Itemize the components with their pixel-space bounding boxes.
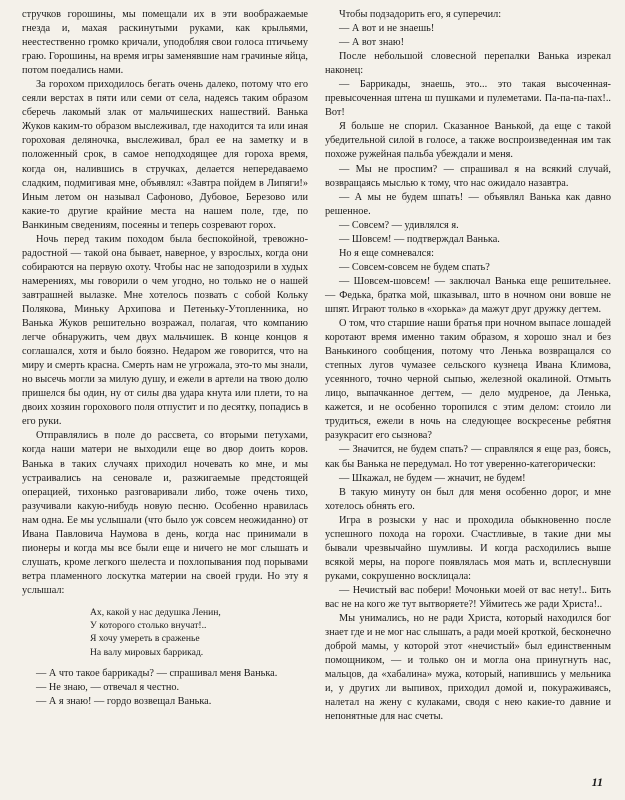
paragraph: Но я еще сомневался:: [339, 247, 434, 259]
dialogue-line: — Мы не проспим? — спрашивал я на всякий случай, возвращаясь мыслью к тому, что нас ожидало назавтра.: [325, 163, 611, 189]
right-column: [325, 8, 611, 724]
paragraph: Игра в розыски у нас и проходила обыкновенно после успешного похода на горохи. Счастливые, в такие дни мы бывали чрезвычайно шумливы. И когда расходились выше всякой меры, на пороге появлялась моя мать и, всплеснувши руками, сокрушенно восклицала:: [325, 514, 611, 582]
paragraph: О том, что старшие наши братья при ночном выпасе лошадей коротают время именно таким образом, я хорошо знал и без Ванькиного сообщения, потому что Ленька возвращался со степных лугов чумазее сельского кузнеца Ивана Климова, усеянного, точно черной сыпью, железной окалиной. Отмыть лицо, выпачканное дегтем, — дело мудреное, да Ленька, кажется, и не особенно торопился с этим делом: стоило ли трудиться, ежели в ночь на следующее воскресенье ребятня разукрасит его сызнова?: [325, 318, 611, 442]
paragraph: За горохом приходилось бегать очень далеко, потому что его сеяли верстах в пяти или семи от села, надеясь таким образом сберечь лакомый злак от мальчишеских нашествий. Ванька Жуков каким-то образом выслеживал, где находится та или иная гороховая деляночка, выслеживал, брал ее на заметку и в положенный срок, в самое неподходящее для гороха время, когда он, налившись в стручках, делается непередаваемо сладким, подмигивая мне, объявлял: «Завтра пойдем в Липяги!» Иным летом он называл Сафоново, Дубовое, Березово или какие-то другие крайние места на нашем поле, где, по Ванкиным сведениям, посеяны и теперь созревают горох.: [22, 79, 308, 231]
verse-line: Я хочу умереть в сраженье: [90, 633, 200, 645]
verse-line: На валу мировых баррикад.: [90, 646, 204, 658]
dialogue-line: — А что такое баррикады? — спрашивал меня Ванька.: [36, 667, 278, 679]
dialogue-line: — Шовсем-шовсем! — заключал Ванька еще решительнее. — Федька, братка мой, шказывал, што в ночном они вовше не шпят. Играют только в «хорька» да мажут друг дружку дегтем.: [325, 275, 611, 315]
dialogue-line: — Баррикады, знаешь, это... это такая высоченная-превысоченная штена ш пушками и пулеметами. Па-па-па-пах!.. Вот!: [325, 79, 611, 119]
dialogue-line: — А вот и не знаешь!: [339, 23, 435, 35]
dialogue-line: — Совсем-совсем не будем спать?: [339, 261, 490, 273]
page-number: 11: [591, 775, 603, 789]
paragraph: В такую минуту он был для меня особенно дорог, и мне хотелось обнять его.: [325, 486, 611, 512]
paragraph: После небольшой словесной перепалки Ванька изрекал наконец:: [325, 51, 611, 77]
dialogue-line: — Шкажал, не будем — жначит, не будем!: [339, 472, 526, 484]
dialogue-line: — А вот знаю!: [339, 37, 405, 49]
dialogue-line: — Шовсем! — подтверждал Ванька.: [339, 233, 500, 245]
dialogue-line: — Нечистый вас побери! Мочоньки моей от вас нету!.. Бить вас не на кого же тут вытворяете?! Уймитесь же ради Христа!..: [325, 584, 611, 610]
paragraph: Чтобы подзадорить его, я суперечил:: [339, 9, 502, 20]
dialogue-line: — Не знаю, — отвечал я честно.: [36, 681, 180, 693]
paragraph: Мы унимались, но не ради Христа, который находился бог знает где и не мог нас слышать, а ради моей кроткой, бесконечно доброй мамы, у которой этот «нечистый» был единственным помощником, — и только он и могла она принугнуть нас, мальцов, да «хабалина» мужа, который, напившись у мельника и, у других ли выпивох, приходил домой и, покураживаясь, налетал на жену с кулаками, сводя с нею какие-то давние и непонятные для нас счеты.: [325, 613, 611, 723]
paragraph: Я больше не спорил. Сказанное Ванькой, да еще с такой убедительной силой в голосе, а также воспроизведенная им так похоже ружейная пальба убеждали и меня.: [325, 121, 611, 161]
dialogue-line: — А я знаю! — гордо возвещал Ванька.: [36, 695, 212, 707]
dialogue-line: — Значится, не будем спать? — справлялся я еще раз, боясь, как бы Ванька не передумал. Но тот уверенно-категорически:: [325, 444, 611, 470]
paragraph: Ночь перед таким походом была беспокойной, тревожно-радостной — такой она бывает, наверное, у взрослых, когда они собираются на первую охоту. Чтобы нас не заподозрили в худых намерениях, мы говорили о чем угодно, но только не о нашей завтрашней вылазке. Мне хотелось позвать с собой Кольку Полякова, Миньку Архипова и Петеньку-Утопленника, но Ванька Жуков решительно возражал, полагая, что компанию легче обнаружить, чем двух мальчишек. В конце концов я соглашался, хотя и было боязно. Недаром же говорится, что на миру и смерть красна. Смерть нам не угрожала, это-то мы знали, но высечь могли за милую душу, и ежели в артели на твою долю пришелся бы один, ну от силы два удара кнута или плети, то на двоих хозяин горохового поля отпустит и по десятку, попадись в его руки.: [22, 233, 308, 428]
verse-line: Ах, какой у нас дедушка Ленин,: [90, 606, 221, 618]
paragraph: Отправлялись в поле до рассвета, со вторыми петухами, когда наши матери не выходили еще во двор доить коров. Ванька в таких случаях приходил ночевать ко мне, и мы устраивались на сеновале и, разжигаемые предстоящей операцией, тихонько разговаривали либо, тоже очень тихо, разучивали какую-нибудь новую песню. Особенно нравилась нам одна. Ее мы услышали (что было уж совсем неожиданно) от Ивана Павловича Наумова в день, когда нас принимали в пионеры и когда мы все были еще и ничего не мог слышать и слушать, кроме легкого шелеста и похлопывания под порывами ветра пламенного лоскутка материи на своей груди. Но эту я услышал:: [22, 430, 308, 596]
dialogue-line: — Совсем? — удивлялся я.: [339, 219, 459, 231]
text-columns: [22, 8, 611, 724]
paragraph: стручков горошины, мы помещали их в эти воображаемые гнезда и, махая раскинутыми руками, как крыльями, неестественно громко кричали, уподобляя свои голоса птичьему граю. Горошины, на время игры заменявшие нам грачиные яйца, потом поедались нами.: [22, 9, 308, 77]
verse-line: У которого столько внучат!..: [90, 620, 207, 632]
left-column: [22, 8, 308, 724]
dialogue-line: — А мы не будем шпать! — объявлял Ванька как давно решенное.: [325, 191, 611, 217]
verse: [90, 606, 308, 659]
